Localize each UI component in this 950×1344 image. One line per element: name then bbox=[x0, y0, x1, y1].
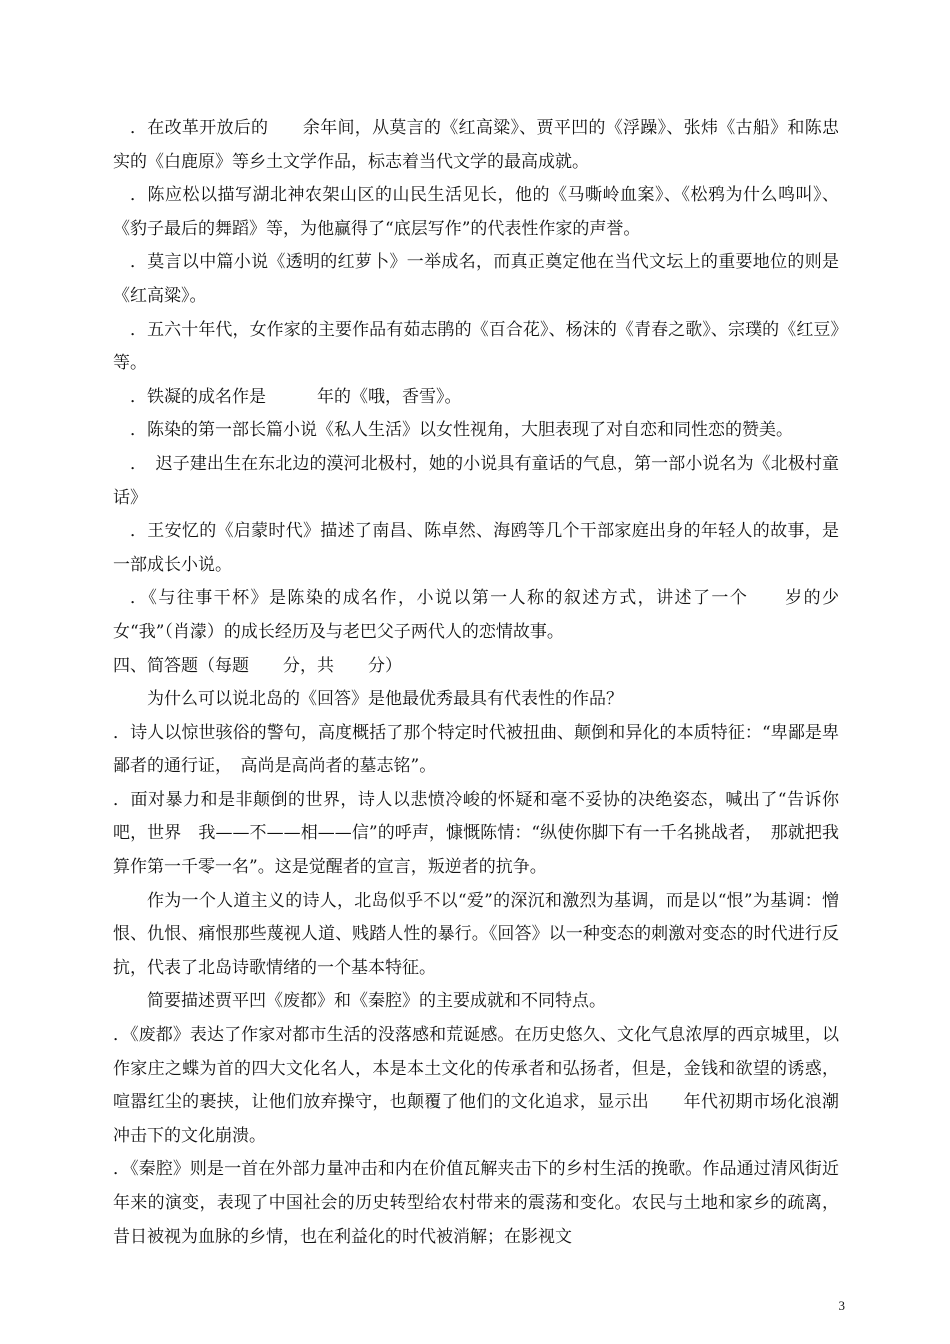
answer-1-summary: 作为一个人道主义的诗人，北岛似乎不以“爱”的深沉和激烈为基调，而是以“恨”为基调：憎恨、仇恨、痛恨那些蔑视人道、贱踏人性的暴行。《回答》以一种变态的刺激对变态的时代进行反抗，代表了北岛诗歌情绪的一个基本特征。 bbox=[113, 890, 839, 978]
fill-blank-statement-6: ．陈染的第一部长篇小说《私人生活》以女性视角，大胆表现了对自恋和同性恋的赞美。 bbox=[130, 420, 793, 441]
answer-2-point-2: ．《秦腔》则是一首在外部力量冲击和内在价值瓦解夹击下的乡村生活的挽歌。作品通过清风街近 年来的演变，表现了中国社会的历史转型给农村带来的震荡和变化。农民与土地和家乡的疏离，昔日被视为血脉的乡情，也在利益化的时代被消解；在影视文 bbox=[113, 1159, 873, 1247]
fill-blank-statement-5: ．铁凝的成名作是 年的《哦，香雪》。 bbox=[130, 386, 462, 407]
fill-blank-statement-1: ．在改革开放后的 余年间，从莫言的《红高粱》、贾平凹的《浮躁》、张炜《古船》和陈忠实的《白鹿原》等乡土文学作品，标志着当代文学的最高成就。 bbox=[113, 118, 839, 172]
page-number: 3 bbox=[838, 1298, 845, 1313]
fill-blank-statement-9: ．《与往事干杯》是陈染的成名作，小说以第一人称的叙述方式，讲述了一个 岁的少女“我”（肖濛）的成长经历及与老巴父子两代人的恋情故事。 bbox=[113, 588, 839, 642]
section-heading-short-answer: 四、简答题（每题 分，共 分） bbox=[113, 655, 402, 676]
fill-blank-statement-2: ．陈应松以描写湖北神农架山区的山民生活见长，他的《马嘶岭血案》、《松鸦为什么鸣叫》、《豹子最后的舞蹈》等，为他赢得了“底层写作”的代表性作家的声誉。 bbox=[113, 185, 839, 239]
answer-1-point-1: ．诗人以惊世骇俗的警句，高度概括了那个特定时代被扭曲、颠倒和异化的本质特征：“卑鄙是卑鄙者的通行证， 高尚是高尚者的墓志铭”。 bbox=[113, 722, 839, 777]
fill-blank-statement-8: ．王安忆的《启蒙时代》描述了南昌、陈卓然、海鸥等几个干部家庭出身的年轻人的故事，是一部成长小说。 bbox=[113, 521, 839, 575]
question-2: 简要描述贾平凹《废都》和《秦腔》的主要成就和不同特点。 bbox=[147, 991, 606, 1012]
fill-blank-statement-3: ．莫言以中篇小说《透明的红萝卜》一举成名，而真正奠定他在当代文坛上的重要地位的则是《红高粱》。 bbox=[113, 252, 839, 306]
fill-blank-statement-4: ．五六十年代，女作家的主要作品有茹志鹃的《百合花》、杨沫的《青春之歌》、宗璞的《红豆》等。 bbox=[113, 319, 839, 374]
fill-blank-statement-7: ． 迟子建出生在东北边的漠河北极村，她的小说具有童话的气息，第一部小说名为《北极村童话》 bbox=[113, 453, 839, 508]
question-1: 为什么可以说北岛的《回答》是他最优秀最具有代表性的作品？ bbox=[147, 689, 623, 710]
answer-1-point-2: ．面对暴力和是非颠倒的世界，诗人以悲愤冷峻的怀疑和毫不妥协的决绝姿态，喊出了“告诉你吧，世界 我——不——相——信”的呼声，慷慨陈情：“纵使你脚下有一千名挑战者， 那就把我算作第一千零一名”。这是觉醒者的宣言，叛逆者的抗争。 bbox=[113, 789, 839, 878]
page-body bbox=[113, 112, 873, 1254]
answer-2-point-1: ．《废都》表达了作家对都市生活的没落感和荒诞感。在历史悠久、文化气息浓厚的西京城里，以作家庄之蝶为首的四大文化名人，本是本土文化的传承者和弘扬者，但是，金钱和欲望的诱惑，喧嚣红尘的裹挟，让他们放弃操守，也颠覆了他们的文化追求，显示出 年代初期市场化浪潮冲击下的文化崩溃。 bbox=[113, 1025, 839, 1146]
